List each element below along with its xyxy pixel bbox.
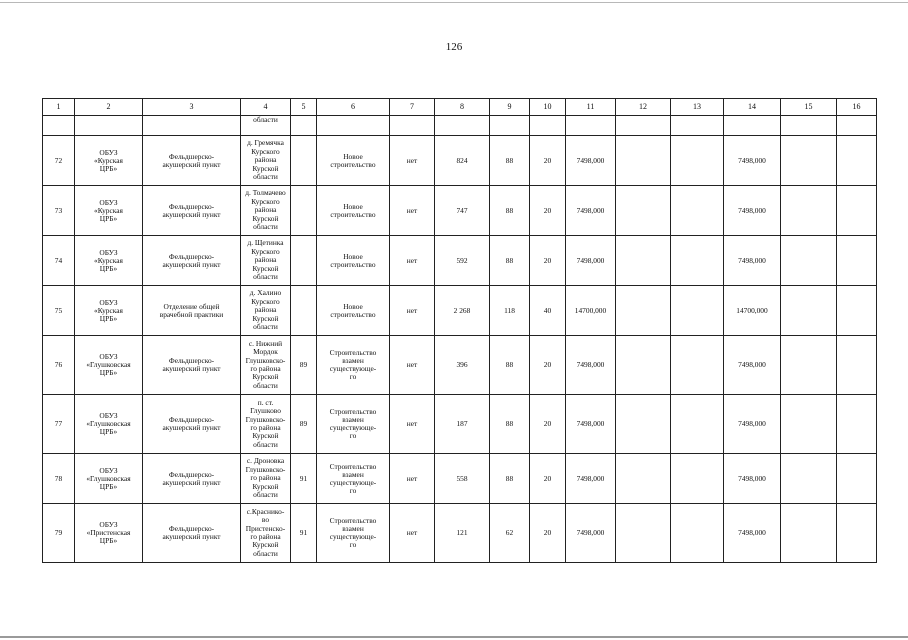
cell-line: ЦРБ» (99, 163, 118, 173)
cell-line: Курского (251, 196, 280, 206)
col10-cell: 20 (530, 236, 566, 286)
cell-line: «Курская (94, 305, 123, 315)
cell-line: п. ст. (257, 397, 274, 407)
cell-line: ОБУЗ (99, 247, 118, 257)
cell-line: Глушковско- (245, 414, 286, 424)
cell-line: го района (250, 473, 281, 483)
facility-type-cell (143, 136, 241, 186)
col14-cell: 7498,000 (724, 336, 781, 395)
col13-cell (671, 186, 724, 236)
cell-line: Курской (252, 431, 279, 441)
column-number-header: 15 (781, 99, 837, 116)
column-number-header: 5 (291, 99, 317, 116)
cell-line: го района (250, 532, 281, 541)
col9-cell: 88 (490, 236, 530, 286)
col9-cell: 88 (490, 136, 530, 186)
column-number-header: 8 (435, 99, 490, 116)
continuation-row (43, 116, 877, 136)
cell-line: ОБУЗ (99, 297, 118, 307)
col11-cell: 7498,000 (566, 186, 616, 236)
cell-line: го (349, 372, 357, 381)
facilities-table (42, 98, 877, 563)
work-type-cell (317, 454, 390, 504)
facility-type-cell (143, 286, 241, 336)
cell-line: ОБУЗ (99, 147, 118, 157)
facility-type-cell (143, 186, 241, 236)
facility-type-cell (143, 504, 241, 563)
cell-line: «Глушковская (86, 360, 131, 369)
col12-cell (616, 186, 671, 236)
facility-type-cell (143, 236, 241, 286)
cell-line: области (253, 322, 278, 332)
table-row (43, 454, 877, 504)
cell-line: Курской (252, 163, 279, 173)
col8-cell: 121 (435, 504, 490, 563)
cell-line: д. Щетинка (247, 238, 284, 248)
cell-line: с. Нижний (248, 338, 283, 348)
cell-line: Фельдшерско- (168, 415, 215, 424)
cell-line: во (261, 515, 270, 525)
table-row (43, 504, 877, 563)
col10-cell: 20 (530, 186, 566, 236)
facility-type-cell (143, 395, 241, 454)
cell-line: д. Гремячка (247, 138, 284, 148)
col7-cell: нет (390, 186, 435, 236)
col5-cell: 89 (291, 395, 317, 454)
col9-cell: 88 (490, 395, 530, 454)
organization-cell (75, 136, 143, 186)
table-row (43, 136, 877, 186)
col16-cell (837, 336, 877, 395)
cell-line: ОБУЗ (99, 352, 118, 361)
col13-cell (671, 454, 724, 504)
cell-line: Отделение общей (163, 301, 220, 311)
col13-cell (671, 504, 724, 563)
col11-cell: 7498,000 (566, 454, 616, 504)
cell-line: области (253, 548, 278, 558)
cell-line: ЦРБ» (99, 536, 118, 545)
cell-line: го (349, 540, 357, 549)
col12-cell (616, 236, 671, 286)
cell-line: строительство (330, 209, 376, 219)
location-cell (241, 504, 291, 563)
cell-line: акушерский пункт (162, 477, 221, 487)
organization-cell (75, 336, 143, 395)
col15-cell (781, 504, 837, 563)
table-row (43, 286, 877, 336)
continuation-cell: области (241, 116, 291, 136)
location-cell (241, 286, 291, 336)
row-number-cell: 74 (43, 236, 75, 286)
cell-line: Фельдшерско- (168, 201, 215, 211)
cell-line: области (253, 272, 278, 282)
cell-line: ЦРБ» (99, 313, 118, 323)
cell-line: области (253, 380, 278, 390)
column-number-row (43, 99, 877, 116)
row-number-cell: 78 (43, 454, 75, 504)
cell-line: Глушковско- (245, 464, 286, 474)
col16-cell (837, 286, 877, 336)
col14-cell: 7498,000 (724, 454, 781, 504)
col12-cell (616, 286, 671, 336)
cell-line: го района (250, 423, 281, 432)
col10-cell: 20 (530, 136, 566, 186)
col14-cell: 7498,000 (724, 236, 781, 286)
cell-line: ЦРБ» (99, 427, 118, 436)
col5-cell: 89 (291, 336, 317, 395)
cell-line: области (253, 222, 278, 232)
row-number-cell: 76 (43, 336, 75, 395)
col16-cell (837, 454, 877, 504)
cell-line: существующе- (329, 364, 377, 373)
col8-cell: 396 (435, 336, 490, 395)
row-number-cell: 75 (43, 286, 75, 336)
col15-cell (781, 395, 837, 454)
col15-cell (781, 336, 837, 395)
col16-cell (837, 236, 877, 286)
cell-line: ЦРБ» (99, 263, 118, 273)
col10-cell: 20 (530, 454, 566, 504)
cell-line: строительство (330, 159, 376, 169)
col12-cell (616, 454, 671, 504)
scan-edge-top (0, 2, 908, 3)
column-number-header: 16 (837, 99, 877, 116)
cell-line: д. Халино (249, 288, 282, 298)
col9-cell: 88 (490, 336, 530, 395)
col11-cell: 14700,000 (566, 286, 616, 336)
cell-line: области (253, 439, 278, 449)
organization-cell (75, 236, 143, 286)
col5-cell (291, 136, 317, 186)
col12-cell (616, 395, 671, 454)
cell-line: акушерский пункт (162, 423, 221, 432)
row-number-cell: 77 (43, 395, 75, 454)
column-number-header: 11 (566, 99, 616, 116)
cell-line: «Курская (94, 255, 123, 265)
cell-line: «Глушковская (86, 419, 131, 428)
cell-line: Курской (252, 540, 279, 550)
col7-cell: нет (390, 136, 435, 186)
col16-cell (837, 136, 877, 186)
col11-cell: 7498,000 (566, 236, 616, 286)
col15-cell (781, 454, 837, 504)
cell-line: Курской (252, 213, 279, 223)
col5-cell: 91 (291, 504, 317, 563)
col9-cell: 88 (490, 186, 530, 236)
cell-line: ЦРБ» (99, 368, 118, 377)
work-type-cell (317, 504, 390, 563)
cell-line: существующе- (329, 532, 377, 541)
cell-line: ОБУЗ (99, 520, 118, 529)
cell-line: акушерский пункт (162, 364, 221, 373)
cell-line: ЦРБ» (99, 213, 118, 223)
cell-line: Фельдшерско- (168, 251, 215, 261)
work-type-cell (317, 286, 390, 336)
cell-line: ЦРБ» (99, 481, 118, 491)
col7-cell: нет (390, 395, 435, 454)
column-number-header: 12 (616, 99, 671, 116)
column-number-header: 2 (75, 99, 143, 116)
col8-cell: 747 (435, 186, 490, 236)
col16-cell (837, 186, 877, 236)
cell-line: взамен (342, 469, 364, 479)
col7-cell: нет (390, 286, 435, 336)
cell-line: «Пристенская (86, 528, 131, 537)
col15-cell (781, 186, 837, 236)
col14-cell: 7498,000 (724, 504, 781, 563)
col5-cell (291, 236, 317, 286)
cell-line: взамен (342, 356, 364, 365)
cell-line: Фельдшерско- (168, 151, 215, 161)
cell-line: области (253, 490, 278, 500)
col11-cell: 7498,000 (566, 336, 616, 395)
col15-cell (781, 286, 837, 336)
cell-line: района (254, 155, 277, 165)
cell-line: с. Дроновка (246, 456, 285, 466)
column-number-header: 7 (390, 99, 435, 116)
cell-line: акушерский пункт (162, 532, 221, 541)
cell-line: Новое (343, 151, 363, 161)
cell-line: д. Толмачево (245, 188, 286, 198)
cell-line: Пристенско- (245, 523, 286, 533)
cell-line: «Глушковская (86, 473, 131, 483)
cell-line: строительство (330, 259, 376, 269)
col5-cell: 91 (291, 454, 317, 504)
cell-line: «Курская (94, 205, 123, 215)
cell-line: Строительство (329, 516, 377, 525)
cell-line: существующе- (329, 477, 377, 487)
location-cell (241, 236, 291, 286)
cell-line: Новое (343, 301, 363, 311)
cell-line: «Курская (94, 155, 123, 165)
cell-line: района (254, 205, 277, 215)
col11-cell: 7498,000 (566, 395, 616, 454)
row-number-cell: 79 (43, 504, 75, 563)
column-number-header: 6 (317, 99, 390, 116)
col12-cell (616, 136, 671, 186)
col15-cell (781, 136, 837, 186)
col14-cell: 7498,000 (724, 136, 781, 186)
row-number-cell: 72 (43, 136, 75, 186)
cell-line: взамен (342, 415, 364, 424)
cell-line: области (253, 172, 278, 182)
col7-cell: нет (390, 336, 435, 395)
col12-cell (616, 336, 671, 395)
cell-line: го района (250, 364, 281, 373)
col13-cell (671, 136, 724, 186)
table-row (43, 186, 877, 236)
column-number-header: 1 (43, 99, 75, 116)
cell-line: Курской (252, 372, 279, 382)
organization-cell (75, 186, 143, 236)
cell-line: Строительство (329, 348, 377, 357)
cell-line: акушерский пункт (162, 209, 221, 219)
organization-cell (75, 395, 143, 454)
col7-cell: нет (390, 454, 435, 504)
cell-line: го (349, 431, 357, 440)
col8-cell: 558 (435, 454, 490, 504)
table-row (43, 336, 877, 395)
cell-line: взамен (342, 524, 364, 533)
col10-cell: 20 (530, 395, 566, 454)
work-type-cell (317, 336, 390, 395)
col13-cell (671, 236, 724, 286)
cell-line: существующе- (329, 423, 377, 432)
cell-line: Курского (251, 296, 280, 306)
organization-cell (75, 504, 143, 563)
cell-line: Фельдшерско- (168, 524, 215, 533)
col11-cell: 7498,000 (566, 504, 616, 563)
facility-type-cell (143, 454, 241, 504)
col7-cell: нет (390, 504, 435, 563)
col14-cell: 7498,000 (724, 186, 781, 236)
cell-line: акушерский пункт (162, 259, 221, 269)
cell-line: района (254, 255, 277, 265)
col13-cell (671, 286, 724, 336)
col8-cell: 187 (435, 395, 490, 454)
cell-line: Фельдшерско- (168, 356, 215, 365)
cell-line: Строительство (329, 461, 377, 471)
col8-cell: 824 (435, 136, 490, 186)
table-row (43, 395, 877, 454)
organization-cell (75, 286, 143, 336)
col11-cell: 7498,000 (566, 136, 616, 186)
column-number-header: 9 (490, 99, 530, 116)
col15-cell (781, 236, 837, 286)
work-type-cell (317, 395, 390, 454)
work-type-cell (317, 136, 390, 186)
cell-line: ОБУЗ (99, 197, 118, 207)
cell-line: строительство (330, 309, 376, 319)
cell-line: Строительство (329, 407, 377, 416)
cell-line: го (349, 485, 357, 495)
column-number-header: 4 (241, 99, 291, 116)
column-number-header: 14 (724, 99, 781, 116)
row-number-cell: 73 (43, 186, 75, 236)
page-number: 126 (445, 41, 463, 53)
col9-cell: 118 (490, 286, 530, 336)
col10-cell: 20 (530, 336, 566, 395)
col8-cell: 592 (435, 236, 490, 286)
column-number-header: 13 (671, 99, 724, 116)
cell-line: Глушково (250, 406, 281, 416)
cell-line: Глушковско- (245, 355, 286, 365)
cell-line: Фельдшерско- (168, 469, 215, 479)
col16-cell (837, 504, 877, 563)
cell-line: Курской (252, 263, 279, 273)
col12-cell (616, 504, 671, 563)
col10-cell: 20 (530, 504, 566, 563)
work-type-cell (317, 186, 390, 236)
cell-line: района (254, 305, 277, 315)
location-cell (241, 395, 291, 454)
column-number-header: 3 (143, 99, 241, 116)
facility-type-cell (143, 336, 241, 395)
cell-line: Новое (343, 251, 363, 261)
cell-line: Курского (251, 246, 280, 256)
col14-cell: 14700,000 (724, 286, 781, 336)
col13-cell (671, 336, 724, 395)
col8-cell: 2 268 (435, 286, 490, 336)
cell-line: Новое (343, 201, 363, 211)
organization-cell (75, 454, 143, 504)
location-cell (241, 186, 291, 236)
cell-line: ОБУЗ (99, 411, 118, 420)
col7-cell: нет (390, 236, 435, 286)
scan-edge-bottom (0, 636, 908, 638)
col5-cell (291, 186, 317, 236)
col13-cell (671, 395, 724, 454)
column-number-header: 10 (530, 99, 566, 116)
cell-line: Курского (251, 146, 280, 156)
location-cell (241, 454, 291, 504)
cell-line: Курской (252, 481, 279, 491)
col9-cell: 88 (490, 454, 530, 504)
col9-cell: 62 (490, 504, 530, 563)
cell-line: с.Краснико- (246, 506, 285, 516)
location-cell (241, 336, 291, 395)
table-row (43, 236, 877, 286)
location-cell (241, 136, 291, 186)
cell-line: ОБУЗ (99, 465, 118, 475)
cell-line: Мордок (253, 347, 278, 357)
col10-cell: 40 (530, 286, 566, 336)
col14-cell: 7498,000 (724, 395, 781, 454)
cell-line: акушерский пункт (162, 159, 221, 169)
cell-line: Курской (252, 313, 279, 323)
work-type-cell (317, 236, 390, 286)
cell-line: врачебной практики (159, 309, 224, 319)
col16-cell (837, 395, 877, 454)
col5-cell (291, 286, 317, 336)
